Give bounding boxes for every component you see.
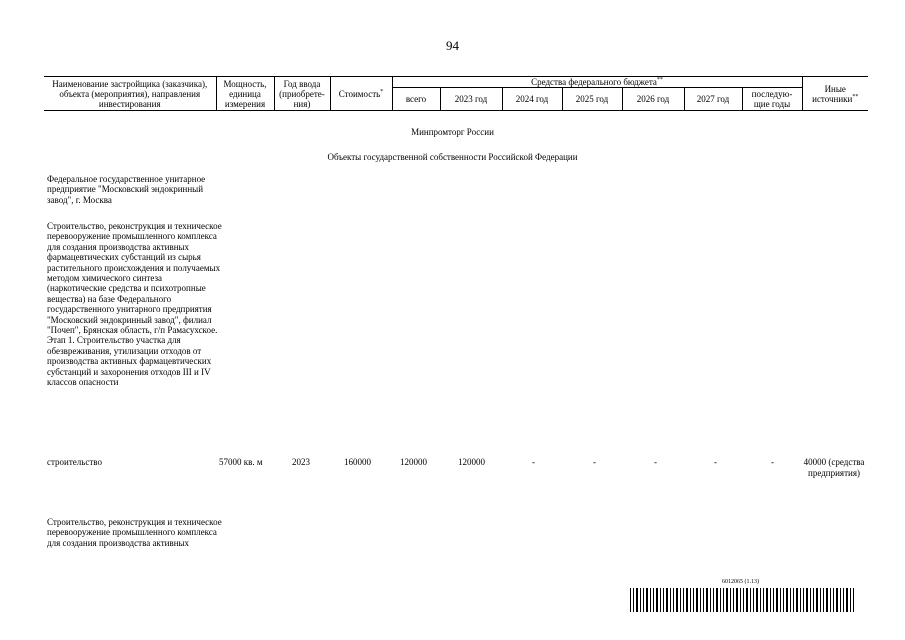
- row-direction: строительство: [47, 457, 102, 467]
- header-total: всего: [392, 88, 440, 111]
- barcode-bar: [713, 588, 714, 612]
- header-2025: 2025 год: [562, 88, 622, 111]
- barcode-bar: [763, 588, 764, 612]
- barcode-bar: [726, 588, 728, 612]
- barcode-label: 6012065 (1.13): [722, 579, 759, 585]
- barcode-bar: [823, 588, 824, 612]
- barcode-bar: [660, 588, 661, 612]
- header-cost-mark: *: [380, 88, 384, 95]
- barcode-bar: [840, 588, 841, 612]
- barcode-bar: [703, 588, 704, 612]
- header-federal: [392, 77, 802, 88]
- header-2024: 2024 год: [502, 88, 562, 111]
- row-year: 2023: [292, 457, 310, 467]
- barcode-bar: [780, 588, 781, 612]
- barcode-bar: [716, 588, 718, 612]
- barcode-bar: [816, 588, 818, 612]
- header-2026: 2026 год: [622, 88, 684, 111]
- header-cost: [330, 77, 392, 111]
- row-2026: -: [654, 457, 657, 467]
- project-description: Строительство, реконструкция и техническое перевооружение промышленного комплекса для создания производства активных фармацевтических субстанций из сырья растительного происхождения и получаемых методом химического синтеза (наркотические средства и психотропные вещества) на базе Федерального государственного унитарного предприятия "Московский эндокринный завод", филиал "Почеп", Брянская область, г/п Рамасухское. Этап 1. Строительство участка для обезвреживания, утилизации отходов от производства активных фармацевтических субстанций и захоронения отходов III и IV классов опасности: [47, 221, 222, 388]
- barcode-bar: [646, 588, 648, 612]
- barcode-bar: [833, 588, 834, 612]
- barcode-bar: [630, 588, 631, 612]
- barcode-bar: [733, 588, 734, 612]
- barcode-bar: [700, 588, 701, 612]
- barcode-bar: [706, 588, 708, 612]
- page-number: 94: [446, 38, 459, 53]
- barcode-bar: [830, 588, 831, 612]
- barcode-bar: [783, 588, 784, 612]
- barcode-bar: [850, 588, 851, 612]
- budget-table-header: [44, 76, 868, 111]
- barcode-bar: [770, 588, 771, 612]
- barcode-bar: [776, 588, 778, 612]
- barcode-bar: [750, 588, 751, 612]
- barcode-bar: [853, 588, 854, 612]
- header-other-label: Иные источники: [812, 83, 853, 104]
- barcode-bar: [740, 588, 741, 612]
- barcode-bar: [653, 588, 654, 612]
- barcode-bar: [680, 588, 681, 612]
- header-federal-label: Средства федерального бюджета: [531, 77, 657, 87]
- barcode-bar: [813, 588, 814, 612]
- barcode-bar: [760, 588, 761, 612]
- barcode-bar: [743, 588, 744, 612]
- barcode-bar: [670, 588, 671, 612]
- barcode-bar: [730, 588, 731, 612]
- ministry-title: Минпромторг России: [411, 127, 494, 137]
- barcode-bar: [786, 588, 788, 612]
- header-cost-label: Стоимость: [338, 88, 381, 99]
- barcode-bar: [636, 588, 638, 612]
- barcode-bar: [756, 588, 758, 612]
- row-total: 120000: [400, 457, 427, 467]
- row-later: -: [771, 457, 774, 467]
- barcode-bar: [800, 588, 801, 612]
- barcode-bar: [643, 588, 644, 612]
- barcode-bar: [836, 588, 838, 612]
- barcode-bar: [753, 588, 754, 612]
- barcode-bar: [663, 588, 664, 612]
- barcode-bar: [656, 588, 658, 612]
- barcode-bar: [673, 588, 674, 612]
- project-description-2: Строительство, реконструкция и техническое перевооружение промышленного комплекса для создания производства активных: [47, 517, 222, 548]
- barcode-bar: [793, 588, 794, 612]
- row-capacity: 57000 кв. м: [219, 457, 263, 467]
- barcode-bar: [633, 588, 634, 612]
- barcode-bar: [846, 588, 848, 612]
- barcode-bar: [693, 588, 694, 612]
- barcode: [630, 588, 858, 612]
- row-2027: -: [714, 457, 717, 467]
- header-later: последую- щие годы: [742, 88, 802, 111]
- section-title: Объекты государственной собственности Российской Федерации: [327, 152, 578, 162]
- row-2023: 120000: [458, 457, 485, 467]
- barcode-bar: [810, 588, 811, 612]
- barcode-bar: [806, 588, 808, 612]
- barcode-bar: [746, 588, 748, 612]
- header-federal-mark: **: [656, 77, 663, 83]
- barcode-bar: [696, 588, 698, 612]
- header-other: [802, 77, 868, 111]
- header-year: Год ввода (приобрете- ния): [274, 77, 330, 111]
- enterprise-name: Федеральное государственное унитарное предприятие "Московский эндокринный завод", г. Москва: [47, 174, 206, 205]
- barcode-bar: [826, 588, 828, 612]
- barcode-bar: [796, 588, 798, 612]
- barcode-bar: [690, 588, 691, 612]
- barcode-bar: [676, 588, 678, 612]
- barcode-bar: [790, 588, 791, 612]
- row-cost: 160000: [344, 457, 371, 467]
- barcode-bar: [683, 588, 684, 612]
- barcode-bar: [650, 588, 651, 612]
- barcode-bar: [723, 588, 724, 612]
- barcode-bar: [710, 588, 711, 612]
- barcode-bar: [666, 588, 668, 612]
- header-2023: 2023 год: [440, 88, 502, 111]
- header-capacity: Мощность, единица измерения: [216, 77, 274, 111]
- barcode-bar: [820, 588, 821, 612]
- row-2025: -: [593, 457, 596, 467]
- barcode-bar: [773, 588, 774, 612]
- row-other: 40000 (средства предприятия): [803, 457, 865, 478]
- barcode-bar: [803, 588, 804, 612]
- barcode-bar: [640, 588, 641, 612]
- barcode-bar: [686, 588, 688, 612]
- barcode-bar: [843, 588, 844, 612]
- barcode-bar: [766, 588, 768, 612]
- barcode-bar: [720, 588, 721, 612]
- row-2024: -: [532, 457, 535, 467]
- header-2027: 2027 год: [684, 88, 742, 111]
- header-name: Наименование застройщика (заказчика), объекта (мероприятия), направления инвестирования: [44, 77, 216, 111]
- barcode-bar: [736, 588, 738, 612]
- header-other-mark: **: [852, 93, 859, 100]
